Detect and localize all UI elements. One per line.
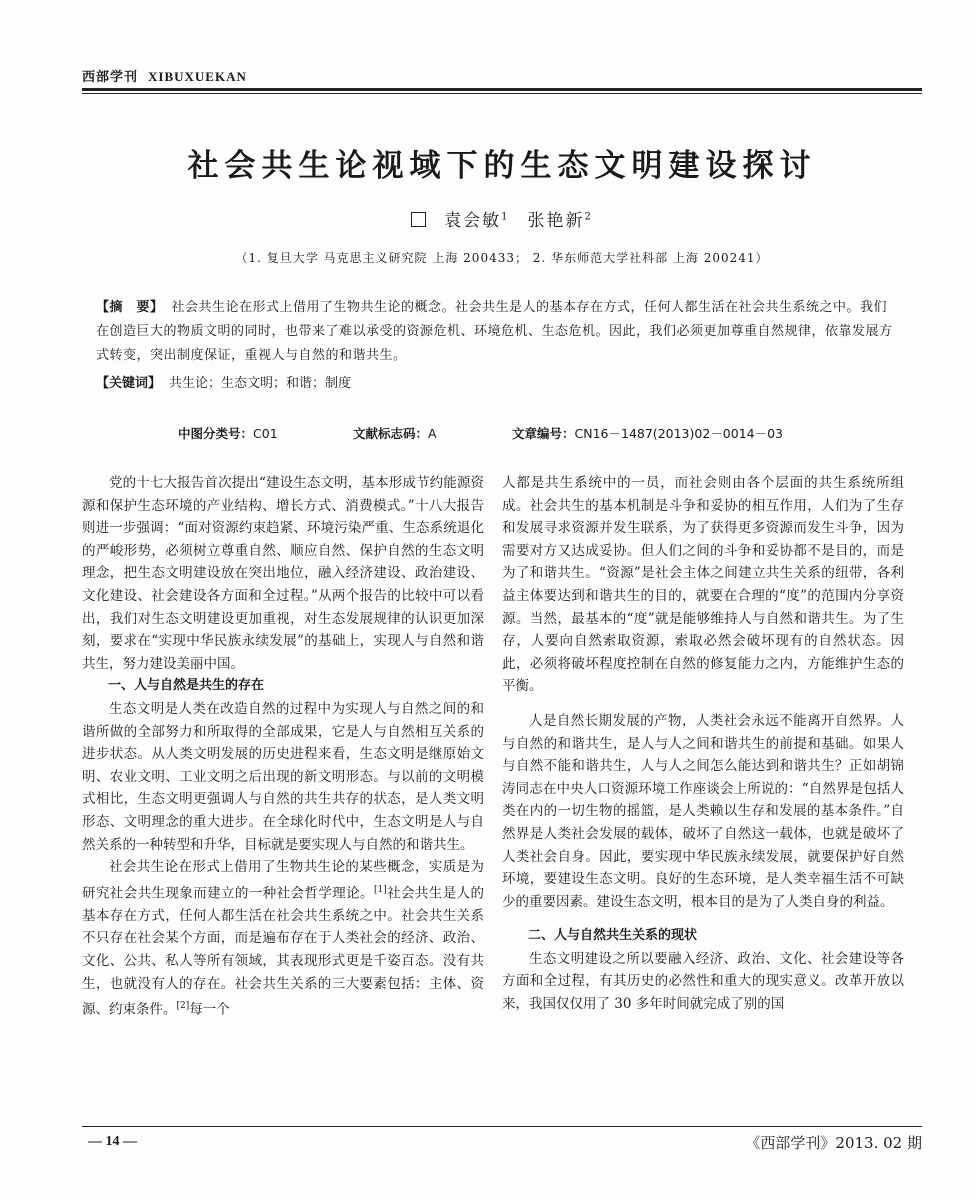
journal-name-en: XIBUXUEKAN bbox=[148, 69, 247, 84]
clc-number: 中图分类号：C01 bbox=[178, 426, 278, 441]
citation: [2] bbox=[176, 1001, 190, 1012]
paragraph: 人是自然长期发展的产物，人类社会永远不能离开自然界。人与自然的和谐共生，是人与人之间和谐共生的前提和基础。如果人与自然不能和谐共生，人与人之间怎么能达到和谐共生？正如胡锦涛同志在中央人口资源环境工作座谈会上所说的：“自然界是包括人类在内的一切生物的摇篮，是人类赖以生存和发展的基本条件。”自然界是人类社会发展的载体，破坏了自然这一载体，也就是破坏了人类社会自身。因此，要实现中华民族永续发展，就要保护好自然环境，要建设生态文明。良好的生态环境，是人类幸福生活不可缺少的重要因素。建设生态文明，根本目的是为了人类自身的利益。 bbox=[502, 712, 904, 910]
author-name: 张艳新 bbox=[527, 211, 585, 231]
journal-header bbox=[82, 66, 922, 88]
paragraph: 生态文明建设之所以要融入经济、政治、文化、社会建设等各方面和全过程，有其历史的必然性和重大的现实意义。改革开放以来，我国仅仅用了 30 多年时间就完成了别的国 bbox=[502, 950, 904, 1013]
left-column bbox=[82, 472, 484, 1021]
header-rule bbox=[82, 88, 922, 91]
page-number: — 14 — bbox=[88, 1134, 137, 1149]
author-name: 袁会敏 bbox=[444, 211, 502, 231]
keywords bbox=[96, 372, 896, 396]
author-affil-mark: 2 bbox=[584, 211, 593, 223]
abstract-text: 社会共生论在形式上借用了生物共生论的概念。社会共生是人的基本存在方式，任何人都生活在社会共生系统之中。我们在创造巨大的物质文明的同时，也带来了难以承受的资源危机、环境危机、生态危机。因此，我们必须更加尊重自然规律，依靠发展方式转变，突出制度保证，重视人与自然的和谐共生。 bbox=[96, 300, 893, 363]
author-affil-mark: 1 bbox=[501, 211, 510, 223]
document-code: 文献标志码：A bbox=[353, 426, 437, 441]
paragraph: 人都是共生系统中的一员，而社会则由各个层面的共生系统所组成。社会共生的基本机制是斗争和妥协的相互作用，人们为了生存和发展寻求资源并发生联系，为了获得更多资源而发生斗争，因为需要对方又达成妥协。但人们之间的斗争和妥协都不是目的，而是为了和谐共生。“资源”是社会主体之间建立共生关系的纽带，各利益主体要达到和谐共生的目的，就要在合理的“度”的范围内分享资源。当然，最基本的“度”就是能够维持人与自然和谐共生。为了生存，人要向自然索取资源，索取必然会破坏现有的自然状态。因此，必须将破坏程度控制在自然的修复能力之内，方能维护生态的平衡。 bbox=[502, 475, 904, 695]
journal-name-zh: 西部学刊 bbox=[82, 70, 139, 85]
keywords-text: 共生论；生态文明；和谐；制度 bbox=[169, 376, 352, 391]
article-title: 社会共生论视域下的生态文明建设探讨 bbox=[187, 148, 817, 184]
right-column bbox=[502, 472, 904, 1016]
citation: [1] bbox=[373, 884, 387, 895]
section-heading: 二、人与自然共生关系的现状 bbox=[528, 928, 698, 944]
paragraph: 党的十七大报告首次提出“建设生态文明，基本形成节约能源资源和保护生态环境的产业结构、增长方式、消费模式。”十八大报告则进一步强调：“面对资源约束趋紧、环境污染严重、生态系统退化的严峻形势，必须树立尊重自然、顺应自然、保护自然的生态文明理念，把生态文明建设放在突出地位，融入经济建设、政治建设、文化建设、社会建设各方面和全过程。”从两个报告的比较中可以看出，我们对生态文明建设更加重视，对生态发展规律的认识更加深刻，要求在“实现中华民族永续发展”的基础上，实现人与自然和谐共生，努力建设美丽中国。 bbox=[82, 475, 484, 672]
header-rule-thin bbox=[82, 93, 922, 94]
journal-issue: 《西部学刊》2013. 02 期 bbox=[745, 1134, 922, 1152]
abstract bbox=[96, 296, 896, 368]
author-line bbox=[82, 206, 922, 231]
abstract-label: 【摘 要】 bbox=[96, 300, 164, 315]
paragraph: 生态文明是人类在改造自然的过程中为实现人与自然之间的和谐所做的全部努力和所取得的全部成果，它是人与自然相互关系的进步状态。从人类文明发展的历史进程来看，生态文明是继原始文明、农业文明、工业文明之后出现的新文明形态。与以前的文明模式相比，生态文明更强调人与自然的共生共存的状态，是人类文明形态、文明理念的重大进步。在全球化时代中，生态文明是人与自然关系的一种转型和升华，目标就是要实现人与自然的和谐共生。 bbox=[82, 700, 484, 853]
section-heading: 一、人与自然是共生的存在 bbox=[108, 678, 265, 694]
article-number: 文章编号：CN16－1487(2013)02－0014－03 bbox=[512, 426, 783, 441]
affiliation: （1. 复旦大学 马克思主义研究院 上海 200433； 2. 华东师范大学社科部 上海 200241） bbox=[235, 251, 769, 265]
paragraph: 社会共生论在形式上借用了生物共生论的某些概念，实质是为研究社会共生现象而建立的一种社会哲学理论。[1]社会共生是人的基本存在方式，任何人都生活在社会共生系统之中。社会共生关系不只存在社会某个方面，而是遍布存在于人类社会的经济、政治、文化、公共、私人等所有领域，其表现形式更是千姿百态。没有共生，也就没有人的存在。社会共生关系的三大要素包括：主体、资源、约束条件。[2]每一个 bbox=[82, 859, 484, 1018]
footer-rule bbox=[82, 1126, 922, 1127]
square-icon bbox=[411, 212, 426, 227]
keywords-label: 【关键词】 bbox=[96, 376, 162, 391]
